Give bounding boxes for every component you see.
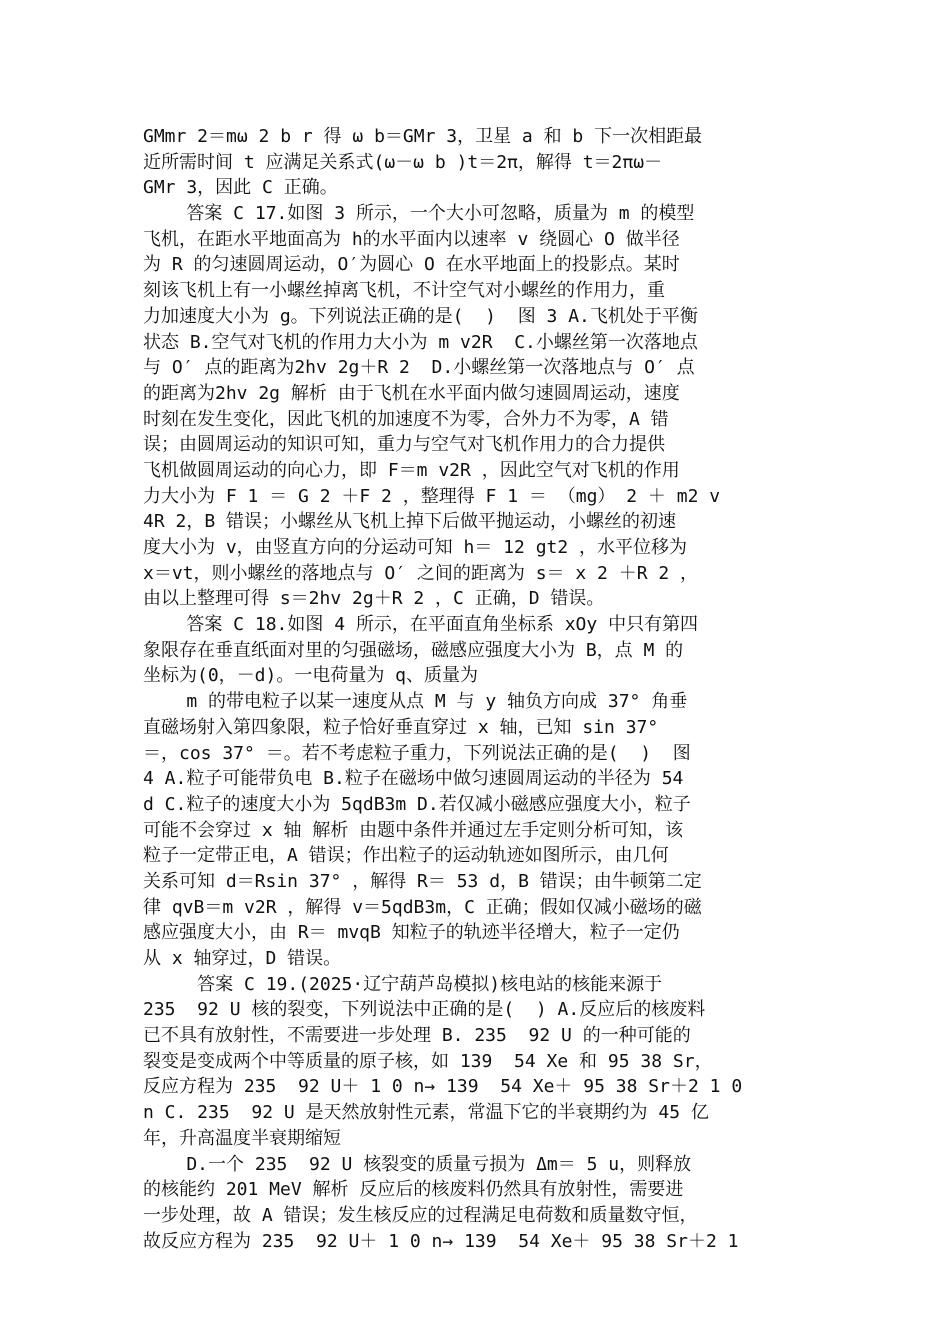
text-line: 故反应方程为 235 92 U＋ 1 0 n→ 139 54 Xe＋ 95 38 Sr＋2 1: [143, 1230, 739, 1252]
text-line: 关系可知 d＝Rsin 37° ，解得 R＝ 53 d，B 错误；由牛顿第二定: [143, 870, 702, 892]
text-line: 反应方程为 235 92 U＋ 1 0 n→ 139 54 Xe＋ 95 38 Sr＋2 1 0: [143, 1076, 743, 1098]
text-line: 的距离为2hv 2g 解析 由于飞机在水平面内做匀速圆周运动，速度: [143, 382, 680, 404]
text-line: 直磁场射入第四象限，粒子恰好垂直穿过 x 轴，已知 sin 37°: [143, 716, 659, 738]
text-line: 感应强度大小，由 R＝ mvqB 知粒子的轨迹半径增大，粒子一定仍: [143, 922, 680, 944]
text-line: ＝，cos 37° ＝。若不考虑粒子重力，下列说法正确的是( ) 图: [143, 742, 691, 764]
text-line: x＝vt，则小螺丝的落地点与 O′ 之间的距离为 s＝ x 2 ＋R 2 ，: [143, 562, 699, 584]
text-line: 坐标为(0，－d)。一电荷量为 q、质量为: [143, 665, 479, 687]
text-line: 可能不会穿过 x 轴 解析 由题中条件并通过左手定则分析可知，该: [143, 819, 684, 841]
text-line: 状态 B.空气对飞机的作用力大小为 m v2R C.小螺丝第一次落地点: [143, 331, 698, 353]
text-line: 4R 2，B 错误；小螺丝从飞机上掉下后做平抛运动，小螺丝的初速: [143, 511, 677, 533]
text-line: 年，升高温度半衰期缩短: [143, 1127, 341, 1149]
text-line: 答案 C 17.如图 3 所示，一个大小可忽略，质量为 m 的模型: [143, 203, 695, 225]
text-line: 与 O′ 点的距离为2hv 2g＋R 2 D.小螺丝第一次落地点与 O′ 点: [143, 357, 695, 379]
text-line: 已不具有放射性，不需要进一步处理 B. 235 92 U 的一种可能的: [143, 1025, 691, 1047]
text-line: 时刻在发生变化，因此飞机的加速度不为零，合外力不为零，A 错: [143, 408, 669, 430]
text-line: d C.粒子的速度大小为 5qdB3m D.若仅减小磁感应强度大小，粒子: [143, 793, 691, 815]
text-line: 近所需时间 t 应满足关系式(ω－ω b )t＝2π，解得 t＝2πω－: [143, 151, 663, 173]
text-line: 4 A.粒子可能带负电 B.粒子在磁场中做匀速圆周运动的半径为 54: [143, 768, 684, 790]
text-line: 律 qvB＝m v2R ，解得 v＝5qdB3m，C 正确；假如仅减小磁场的磁: [143, 896, 702, 918]
text-line: 飞机，在距水平地面高为 h的水平面内以速率 v 绕圆心 O 做半径: [143, 228, 680, 250]
text-line: 象限存在垂直纸面对里的匀强磁场，磁感应强度大小为 B，点 M 的: [143, 639, 684, 661]
text-line: 一步处理，故 A 错误；发生核反应的过程满足电荷数和质量数守恒，: [143, 1204, 698, 1226]
text-line: 裂变是变成两个中等质量的原子核，如 139 54 Xe 和 95 38 Sr，: [143, 1050, 713, 1072]
document-text: [143, 124, 813, 1254]
text-line: 答案 C 19.(2025·辽宁葫芦岛模拟)核电站的核能来源于: [143, 973, 663, 995]
text-line: GMmr 2＝mω 2 b r 得 ω b＝GMr 3，卫星 a 和 b 下一次相距最: [143, 126, 703, 147]
text-line: 飞机做圆周运动的向心力，即 F＝m v2R ，因此空气对飞机的作用: [143, 459, 680, 481]
text-line: GMr 3，因此 C 正确。: [143, 177, 338, 199]
text-line: 答案 C 18.如图 4 所示，在平面直角坐标系 xOy 中只有第四: [143, 614, 699, 636]
text-line: D.一个 235 92 U 核裂变的质量亏损为 Δm＝ 5 u，则释放: [143, 1153, 692, 1175]
text-line: 误；由圆周运动的知识可知，重力与空气对飞机作用力的合力提供: [143, 434, 665, 456]
text-line: 的核能约 201 MeV 解析 反应后的核废料仍然具有放射性，需要进: [143, 1179, 684, 1201]
text-line: 刻该飞机上有一小螺丝掉离飞机，不计空气对小螺丝的作用力，重: [143, 280, 665, 302]
text-line: 力大小为 F 1 ＝ G 2 ＋F 2 ，整理得 F 1 ＝ （mg） 2 ＋ m2 v: [143, 485, 721, 507]
text-line: 粒子一定带正电，A 错误；作出粒子的运动轨迹如图所示，由几何: [143, 845, 669, 867]
text-line: 由以上整理可得 s＝2hv 2g＋R 2 ，C 正确，D 错误。: [143, 588, 605, 610]
text-line: n C. 235 92 U 是天然放射性元素，常温下它的半衰期约为 45 亿: [143, 1102, 709, 1124]
text-line: m 的带电粒子以某一速度从点 M 与 y 轴负方向成 37° 角垂: [143, 691, 688, 713]
text-line: 度大小为 v，由竖直方向的分运动可知 h＝ 12 gt2 ，水平位移为: [143, 537, 688, 558]
text-line: 235 92 U 核的裂变，下列说法中正确的是( ) A.反应后的核废料: [143, 999, 706, 1021]
text-line: 力加速度大小为 g。下列说法正确的是( ) 图 3 A.飞机处于平衡: [143, 305, 698, 327]
text-line: 从 x 轴穿过，D 错误。: [143, 948, 342, 969]
text-line: 为 R 的匀速圆周运动，O′为圆心 O 在水平地面上的投影点。某时: [143, 254, 680, 276]
